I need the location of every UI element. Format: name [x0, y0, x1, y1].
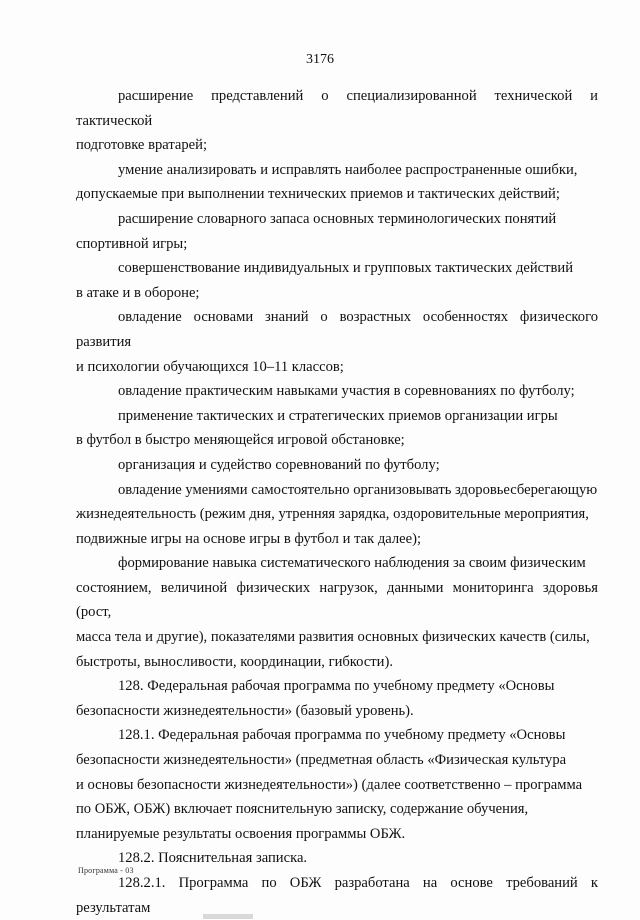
- paragraph: овладение основами знаний о возрастных особенностях физического развития и психологии обучающихся 10–11 классов;: [76, 309, 598, 375]
- page-number: 3176: [306, 52, 334, 67]
- scan-artifact: [203, 914, 253, 919]
- section-heading-128-2: 128.2. Пояснительная записка.: [118, 850, 308, 867]
- paragraph: применение тактических и стратегических приемов организации игры в футбол в быстро меняющейся игровой обстановке;: [76, 407, 558, 449]
- paragraph: умение анализировать и исправлять наиболее распространенные ошибки, допускаемые при выполнении технических приемов и тактических действий;: [76, 161, 578, 203]
- paragraph: организация и судейство соревнований по футболу;: [118, 456, 440, 473]
- footer-label: Программа - 03: [78, 866, 134, 875]
- section-heading-128: 128. Федеральная рабочая программа по учебному предмету «Основы безопасности жизнедеятельности» (базовый уровень).: [76, 678, 555, 719]
- paragraph: 128.2.1. Программа по ОБЖ разработана на основе требований к результатам: [76, 875, 598, 916]
- paragraph: формирование навыка систематического наблюдения за своим физическим состоянием, величиной физических нагрузок, данными мониторинга здоровья (рост, масса тела и другие), показателями развития основных физических качеств (силы, быстроты, выносливости, координации, гибкости).: [76, 555, 598, 670]
- paragraph: 128.1. Федеральная рабочая программа по учебному предмету «Основы безопасности жизнедеятельности» (предметная область «Физическая культура и основы безопасности жизнедеятельности») (далее соответственно – программа по ОБЖ, ОБЖ) включает пояснительную записку, содержание обучения, планируемые результаты освоения программы ОБЖ.: [76, 727, 583, 842]
- paragraph: овладение умениями самостоятельно организовывать здоровьесберегающую жизнедеятельность (режим дня, утренняя зарядка, оздоровительные мероприятия, подвижные игры на основе игры в футбол и так далее);: [76, 481, 598, 547]
- paragraph: расширение представлений о специализированной технической и тактической подготовке вратарей;: [76, 88, 598, 154]
- paragraph: расширение словарного запаса основных терминологических понятий спортивной игры;: [76, 210, 557, 252]
- document-body: [76, 84, 598, 920]
- paragraph: овладение практическим навыками участия в соревнованиях по футболу;: [118, 383, 575, 400]
- paragraph: совершенствование индивидуальных и групповых тактических действий в атаке и в обороне;: [76, 260, 574, 301]
